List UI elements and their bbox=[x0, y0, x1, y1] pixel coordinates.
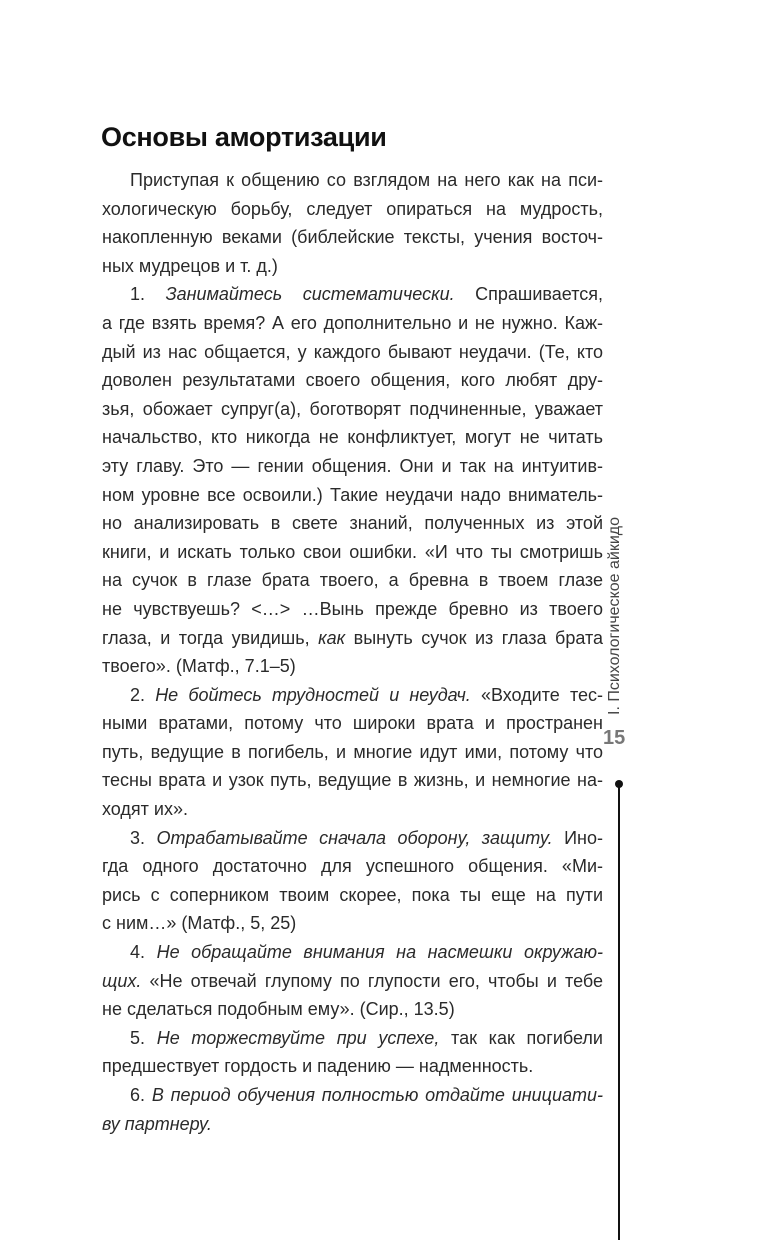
text-span: книги, и искать только свои ошибки. «И что ты смотришь bbox=[102, 541, 603, 562]
text-line bbox=[102, 1024, 603, 1053]
text-line bbox=[102, 681, 603, 710]
text-line bbox=[102, 709, 603, 738]
text-line bbox=[102, 1052, 603, 1081]
text-span: зья, обожает супруг(а), боготворят подчиненные, уважает bbox=[102, 398, 603, 419]
text-line bbox=[102, 652, 603, 681]
italic-text: ву партнеру. bbox=[102, 1113, 212, 1134]
text-line bbox=[102, 166, 603, 195]
text-line bbox=[102, 995, 603, 1024]
text-line bbox=[102, 766, 603, 795]
body-text bbox=[102, 166, 603, 1138]
text-line bbox=[102, 624, 603, 653]
text-span: глаза, и тогда увидишь, bbox=[102, 627, 319, 648]
text-span: с ним…» (Матф., 5, 25) bbox=[102, 913, 297, 934]
section-heading: Основы амортизации bbox=[101, 122, 387, 152]
italic-text: Отрабатывайте сначала оборону, защиту. bbox=[156, 827, 553, 848]
text-line bbox=[102, 824, 603, 853]
text-line bbox=[102, 452, 603, 481]
text-line bbox=[102, 252, 603, 281]
text-span: предшествует гордость и падению — надменность. bbox=[102, 1056, 534, 1077]
text-span: 2. bbox=[130, 684, 156, 705]
italic-text: как bbox=[318, 627, 346, 648]
text-line bbox=[102, 795, 603, 824]
paragraph bbox=[102, 1081, 603, 1138]
text-span: ходят их». bbox=[102, 799, 188, 820]
text-line bbox=[102, 481, 603, 510]
text-line bbox=[102, 1110, 603, 1139]
text-line bbox=[102, 938, 603, 967]
text-span: «Не отвечай глупому по глупости его, чтобы и тебе bbox=[141, 970, 603, 991]
text-line bbox=[102, 309, 603, 338]
text-line bbox=[102, 595, 603, 624]
text-span: ных мудрецов и т. д.) bbox=[102, 255, 278, 276]
text-span: а где взять время? А его дополнительно и не нужно. Каж- bbox=[102, 312, 603, 333]
text-span: ными вратами, потому что широки врата и пространен bbox=[102, 713, 603, 734]
text-span: рись с соперником твоим скорее, пока ты еще на пути bbox=[102, 884, 603, 905]
text-span: 4. bbox=[130, 942, 157, 963]
text-span: начальство, кто никогда не конфликтует, могут не читать bbox=[102, 427, 603, 448]
italic-text: Не бойтесь трудностей и неудач. bbox=[155, 684, 471, 705]
paragraph bbox=[102, 1024, 603, 1081]
text-line bbox=[102, 195, 603, 224]
text-line bbox=[102, 423, 603, 452]
text-line bbox=[102, 366, 603, 395]
paragraph bbox=[102, 280, 603, 680]
text-span: 6. bbox=[130, 1085, 152, 1105]
paragraph bbox=[102, 824, 603, 938]
text-span: «Входите тес- bbox=[470, 684, 604, 705]
text-span: хологическую борьбу, следует опираться на мудрость, bbox=[102, 198, 603, 219]
text-span: 1. bbox=[130, 284, 166, 305]
italic-text: щих. bbox=[102, 970, 142, 991]
text-line bbox=[102, 338, 603, 367]
text-span: твоего». (Матф., 7.1–5) bbox=[102, 656, 296, 677]
italic-text: Не торжествуйте при успехе, bbox=[156, 1027, 440, 1048]
text-line bbox=[102, 881, 603, 910]
text-span: Ино- bbox=[552, 827, 603, 848]
text-line bbox=[102, 909, 603, 938]
text-span: Приступая к общению со взглядом на него как на пси- bbox=[130, 170, 603, 190]
text-span: ном уровне все освоили.) Такие неудачи надо вниматель- bbox=[102, 484, 603, 505]
text-line bbox=[102, 280, 603, 309]
text-span: 3. bbox=[130, 827, 157, 848]
text-line bbox=[102, 852, 603, 881]
text-line bbox=[102, 738, 603, 767]
text-span: Спрашивается, bbox=[454, 284, 603, 305]
page-number: 15 bbox=[603, 727, 626, 749]
text-line bbox=[102, 509, 603, 538]
italic-text: В период обучения полностью отдайте инициати- bbox=[151, 1085, 603, 1105]
text-span: доволен результатами своего общения, кого любят дру- bbox=[102, 370, 603, 391]
paragraph bbox=[102, 681, 603, 824]
italic-text: Не обращайте внимания на насмешки окружаю- bbox=[156, 942, 603, 963]
margin-rule-line bbox=[618, 784, 620, 1240]
paragraph bbox=[102, 938, 603, 1024]
text-span: вынуть сучок из глаза брата bbox=[345, 627, 604, 648]
text-span: не чувствуешь? <…> …Вынь прежде бревно из твоего bbox=[102, 598, 603, 619]
text-line bbox=[102, 566, 603, 595]
text-span: 5. bbox=[130, 1027, 157, 1048]
text-line bbox=[102, 223, 603, 252]
text-span: тесны врата и узок путь, ведущие в жизнь, и немногие на- bbox=[102, 770, 603, 791]
text-span: эту главу. Это — гении общения. Они и так на интуитив- bbox=[102, 455, 603, 476]
text-span: на сучок в глазе брата твоего, а бревна в твоем глазе bbox=[102, 570, 603, 591]
italic-text: Занимайтесь систематически. bbox=[165, 284, 455, 305]
text-line bbox=[102, 395, 603, 424]
text-span: гда одного достаточно для успешного общения. «Ми- bbox=[102, 856, 603, 877]
text-span: но анализировать в свете знаний, полученных из этой bbox=[102, 513, 603, 534]
text-span: путь, ведущие в погибель, и многие идут ими, потому что bbox=[102, 741, 603, 762]
text-line bbox=[102, 967, 603, 996]
paragraph bbox=[102, 166, 603, 280]
running-head: I. Психологическое айкидо bbox=[606, 517, 623, 715]
text-span: накопленную веками (библейские тексты, учения восточ- bbox=[102, 227, 603, 248]
text-span: не сделаться подобным ему». (Сир., 13.5) bbox=[102, 999, 455, 1020]
text-line bbox=[102, 1081, 603, 1110]
text-span: так как погибели bbox=[439, 1027, 603, 1048]
text-line bbox=[102, 538, 603, 567]
text-span: дый из нас общается, у каждого бывают неудачи. (Те, кто bbox=[102, 341, 603, 362]
